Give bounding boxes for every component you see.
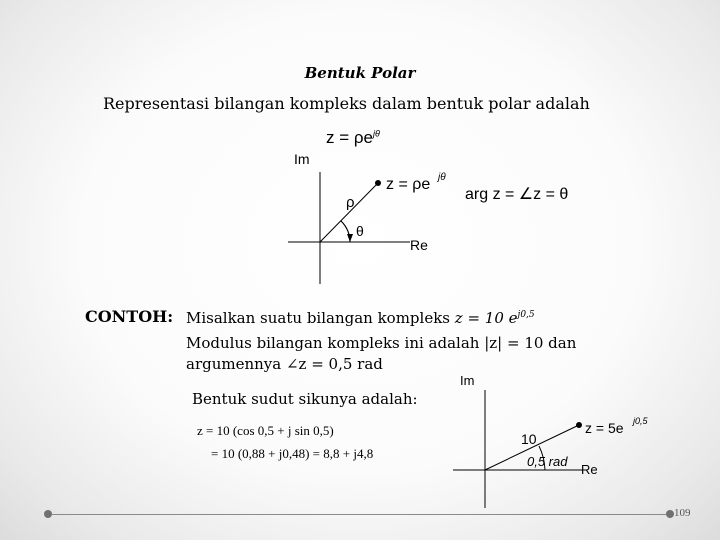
point-z-exponent-2: j0,5 [633, 416, 648, 426]
example-line-1-expr: z = 10 e [454, 309, 518, 327]
point-z-2 [576, 422, 582, 428]
point-z-label: z = ρe [386, 176, 431, 193]
polar-formula-exponent: jθ [373, 128, 380, 139]
theta-label: θ [356, 223, 364, 239]
footer-left-dot [44, 510, 52, 518]
polar-diagram [280, 150, 600, 290]
footer-right-dot [666, 510, 674, 518]
example-label: CONTOH: [85, 307, 174, 326]
re-label: Re [410, 237, 428, 253]
angle-label: 0,5 rad [527, 454, 568, 469]
calc-line-1: z = 10 (cos 0,5 + j sin 0,5) [197, 423, 334, 438]
theta-arc [341, 221, 350, 242]
polar-formula-base: z = ρe [326, 128, 373, 147]
radius-label: 10 [521, 431, 537, 447]
page-number: 109 [674, 507, 691, 519]
example-diagram [445, 370, 675, 510]
arg-formula: arg z = ∠z = θ [465, 186, 569, 203]
rho-label: ρ [346, 194, 355, 211]
im-label-2: Im [460, 373, 475, 388]
example-line-3: argumennya ∠z = 0,5 rad [186, 355, 383, 373]
polar-formula [326, 128, 380, 148]
footer-rule [52, 514, 670, 515]
re-label-2: Re [581, 462, 598, 477]
point-z-exponent: jθ [438, 172, 446, 183]
example-line-1 [186, 309, 535, 327]
im-label: Im [294, 151, 310, 167]
intro-text: Representasi bilangan kompleks dalam bentuk polar adalah [103, 94, 590, 113]
example-line-4: Bentuk sudut sikunya adalah: [192, 390, 418, 408]
slide-title: Bentuk Polar [304, 64, 416, 82]
point-z-label-2: z = 5e [585, 420, 624, 436]
theta-arc-arrow [347, 234, 353, 242]
example-line-1-text: Misalkan suatu bilangan kompleks [186, 309, 450, 327]
calc-line-2: = 10 (0,88 + j0,48) = 8,8 + j4,8 [211, 446, 374, 461]
example-line-2: Modulus bilangan kompleks ini adalah |z| = 10 dan [186, 334, 577, 352]
example-line-1-exponent: j0,5 [517, 310, 535, 320]
point-z [375, 180, 381, 186]
